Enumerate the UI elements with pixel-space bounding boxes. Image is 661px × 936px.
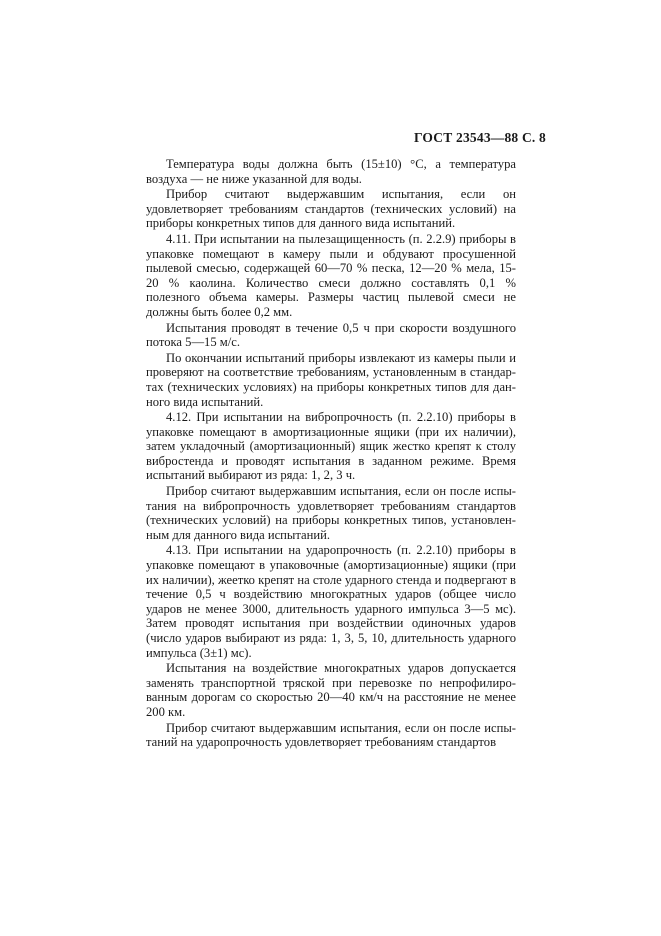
page-header: ГОСТ 23543—88 С. 8 [413, 130, 546, 145]
paragraph-transport-substitute: Испытания на воздействие многократных ударов допускается заменять транспортной тряской при перевозке по непрофилированным дорогам со скоростью 20—40 км/ч на расстояние не менее 200 км. [146, 661, 516, 719]
paragraph-dust-duration: Испытания проводят в течение 0,5 ч при скорости воздушного потока 5—15 м/с. [146, 320, 516, 350]
paragraph-pass-criteria-1: Прибор считают выдержавшим испытания, если он удовлетворяет требованиям стандартов (технических условий) на приборы конкретных типов для данного вида испытаний. [146, 187, 516, 231]
paragraph-4-13-shock-test: 4.13. При испытании на ударопрочность (п. 2.2.10) приборы в упаковке помещают в упаковочные (амортизационные) ящики (при их наличии), жеетко крепят на столе ударного стенда и подвергают в течение 0,5 ч воздействию многократных ударов (общее число ударов не менее 3000, длительность ударного импульса 3—5 мс). Затем проводят испытания при воздействии одиночных ударов (число ударов выбирают из ряда: 1, 3, 5, 10, длительность ударного импульса (3±1) мс). [146, 543, 516, 660]
paragraph-pass-criteria-2: Прибор считают выдержавшим испытания, если он после испытания на вибропрочность удовлетворяет требованиям стандартов (технических условий) на приборы конкретных типов, установленным для данного вида испытаний. [146, 484, 516, 542]
paragraph-4-12-vibration-test: 4.12. При испытании на вибропрочность (п. 2.2.10) приборы в упаковке помещают в амортизационные ящики (при их наличии), затем укладочный (амортизационный) ящик жестко крепят к столу вибростенда и проводят испытания в заданном режиме. Время испытаний выбирают из ряда: 1, 2, 3 ч. [146, 410, 516, 483]
paragraph-dust-completion: По окончании испытаний приборы извлекают из камеры пыли и проверяют на соответствие требованиям, установленным в стандартах (технических условиях) на приборы конкретных типов для данного вида испытаний. [146, 350, 516, 409]
paragraph-pass-criteria-3: Прибор считают выдержавшим испытания, если он после испытаний на ударопрочность удовлетворяет требованиям стандартов [146, 720, 516, 750]
paragraph-water-temperature: Температура воды должна быть (15±10) °С, а температура воздуха — не ниже указанной для воды. [146, 157, 516, 186]
paragraph-4-11-dust-test: 4.11. При испытании на пылезащищенность (п. 2.2.9) приборы в упаковке помещают в камеру пыли и обдувают просушенной пылевой смесью, содержащей 60—70 % песка, 12—20 % мела, 15-20 % каолина. Количество смеси должно составлять 0,1 % полезного объема камеры. Размеры частиц пылевой смеси не должны быть более 0,2 мм. [146, 231, 516, 319]
document-body [146, 157, 516, 750]
